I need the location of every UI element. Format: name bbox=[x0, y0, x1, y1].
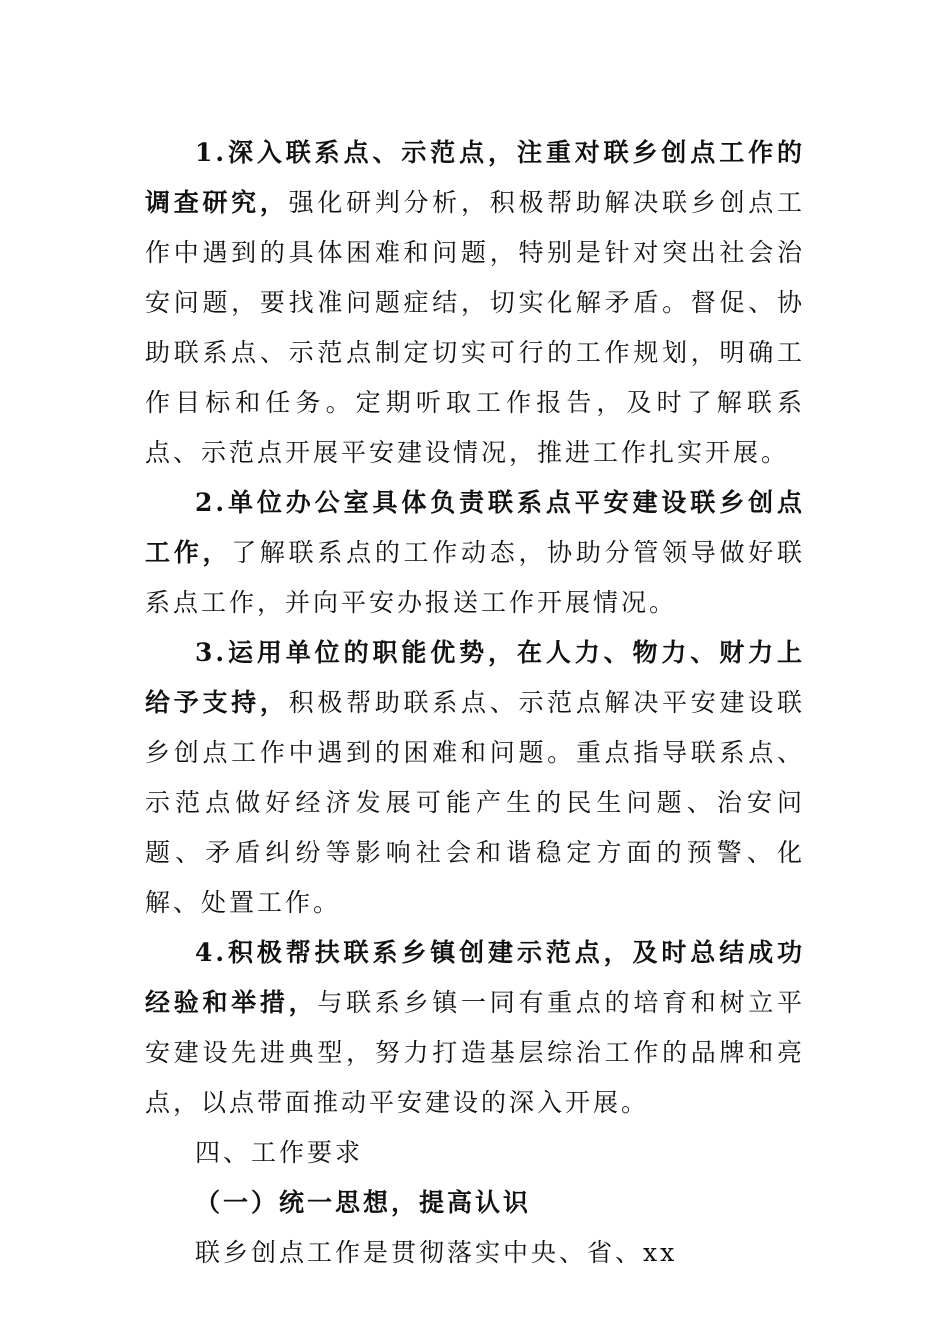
paragraph-4-body: 与联系乡镇一同有重点的培育和树立平安建设先进典型，努力打造基层综治工作的品牌和亮点，以点带面推动平安建设的深入开展。 bbox=[145, 988, 805, 1117]
paragraph-2-lead: 2.单位办公室具体负责联系点平安建设联乡创点工作， bbox=[145, 488, 805, 567]
paragraph-3-body: 积极帮助联系点、示范点解决平安建设联乡创点工作中遇到的困难和问题。重点指导联系点、示范点做好经济发展可能产生的民生问题、治安问题、矛盾纠纷等影响社会和谐稳定方面的预警、化解、处置工作。 bbox=[145, 688, 805, 917]
paragraph-1-body: 强化研判分析，积极帮助解决联乡创点工作中遇到的具体困难和问题，特别是针对突出社会治安问题，要找准问题症结，切实化解矛盾。督促、协助联系点、示范点制定切实可行的工作规划，明确工作目标和任务。定期听取工作报告，及时了解联系点、示范点开展平安建设情况，推进工作扎实开展。 bbox=[145, 188, 805, 467]
paragraph-2-body: 了解联系点的工作动态，协助分管领导做好联系点工作，并向平安办报送工作开展情况。 bbox=[145, 538, 805, 617]
paragraph-4 bbox=[145, 928, 805, 1128]
paragraph-2 bbox=[145, 478, 805, 628]
paragraph-4-lead: 4.积极帮扶联系乡镇创建示范点，及时总结成功经验和举措， bbox=[145, 938, 805, 1017]
section-heading: 四、工作要求 bbox=[195, 1138, 364, 1167]
paragraph-3 bbox=[145, 628, 805, 928]
document-body bbox=[145, 128, 805, 1278]
paragraph-3-lead: 3.运用单位的职能优势，在人力、物力、财力上给予支持， bbox=[145, 638, 805, 717]
subsection-heading: （一）统一思想，提高认识 bbox=[195, 1188, 532, 1217]
paragraph-1-lead: 1.深入联系点、示范点，注重对联乡创点工作的调查研究， bbox=[145, 138, 805, 217]
closing-paragraph: 联乡创点工作是贯彻落实中央、省、xx bbox=[195, 1238, 678, 1267]
paragraph-1 bbox=[145, 128, 805, 478]
